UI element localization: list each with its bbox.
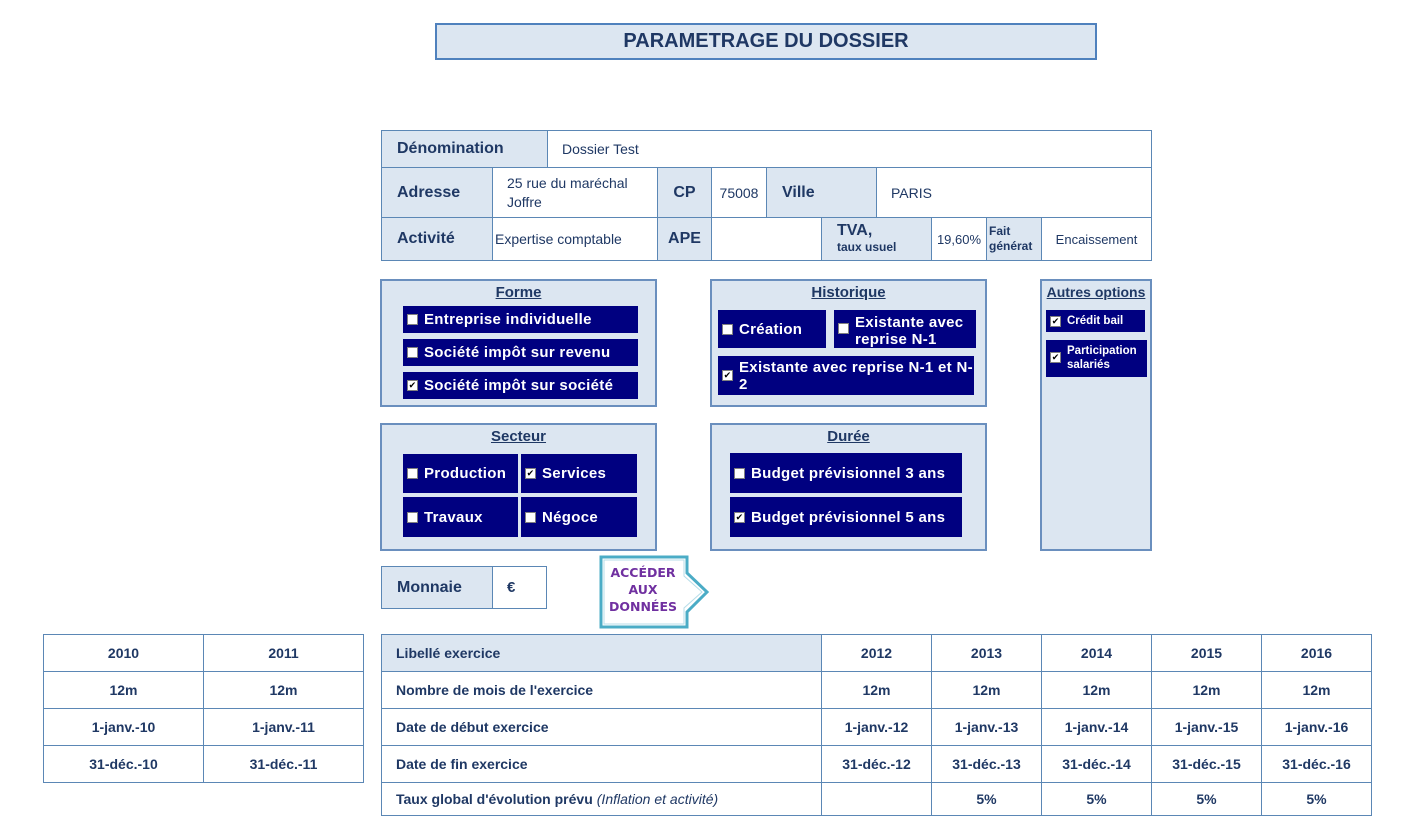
checkbox-icon[interactable] (525, 512, 536, 523)
forme-option-entreprise-individuelle[interactable] (403, 306, 638, 333)
checkbox-icon[interactable] (722, 324, 733, 335)
exercise-months-cell[interactable]: 12m (931, 671, 1042, 709)
denomination-field[interactable]: Dossier Test (547, 130, 1152, 168)
ville-label: Ville (766, 167, 877, 218)
option-label: Services (542, 465, 607, 482)
option-label: Crédit bail (1067, 315, 1124, 327)
tva-label-sub: taux usuel (837, 240, 897, 254)
checkbox-icon[interactable] (407, 512, 418, 523)
option-label: Budget prévisionnel 3 ans (751, 464, 946, 482)
checkbox-checked-icon[interactable] (1050, 352, 1061, 363)
checkbox-checked-icon[interactable] (1050, 316, 1061, 327)
adresse-field[interactable] (492, 167, 658, 218)
history-year-2011: 2011 (203, 634, 364, 672)
autres-options-title: Autres options (1046, 284, 1146, 300)
monnaie-field[interactable]: € (492, 566, 547, 609)
duree-option-5-ans[interactable] (730, 497, 962, 537)
checkbox-checked-icon[interactable] (734, 512, 745, 523)
libelle-exercice-label: Libellé exercice (381, 634, 822, 672)
taux-label-main: Taux global d'évolution prévu (396, 791, 593, 807)
checkbox-icon[interactable] (734, 468, 745, 479)
ape-field[interactable] (711, 217, 822, 261)
page-title: PARAMETRAGE DU DOSSIER (435, 23, 1097, 60)
option-label: Participation salariés (1067, 345, 1137, 371)
exercise-start-cell[interactable]: 1-janv.-15 (1151, 708, 1262, 746)
history-year-2010: 2010 (43, 634, 204, 672)
exercise-year-cell: 2016 (1261, 634, 1372, 672)
secteur-option-travaux[interactable] (403, 497, 518, 537)
exercise-end-cell[interactable]: 31-déc.-15 (1151, 745, 1262, 783)
acceder-button-label: ACCÉDER AUX DONNÉES (608, 565, 677, 614)
fait-label-line-2: générat (989, 239, 1033, 253)
acceder-aux-donnees-button[interactable] (599, 555, 711, 630)
forme-option-societe-ir[interactable] (403, 339, 638, 366)
exercise-year-cell: 2013 (931, 634, 1042, 672)
option-label: Société impôt sur revenu (424, 344, 611, 361)
autres-option-credit-bail[interactable] (1046, 310, 1145, 332)
exercise-months-cell[interactable]: 12m (1261, 671, 1372, 709)
denomination-label: Dénomination (381, 130, 548, 168)
fait-generateur-label (986, 217, 1042, 261)
ape-label: APE (657, 217, 712, 261)
autres-option-participation[interactable] (1046, 340, 1147, 377)
duree-option-3-ans[interactable] (730, 453, 962, 493)
history-start-cell[interactable]: 1-janv.-10 (43, 708, 204, 746)
exercise-taux-cell[interactable]: 5% (1041, 782, 1152, 816)
monnaie-label: Monnaie (381, 566, 493, 609)
forme-title: Forme (495, 284, 542, 301)
exercise-months-cell[interactable]: 12m (1151, 671, 1262, 709)
exercise-year-cell: 2012 (821, 634, 932, 672)
ville-field[interactable]: PARIS (876, 167, 1152, 218)
exercise-start-cell[interactable]: 1-janv.-12 (821, 708, 932, 746)
exercise-end-cell[interactable]: 31-déc.-13 (931, 745, 1042, 783)
date-debut-label: Date de début exercice (381, 708, 822, 746)
option-label: Création (739, 320, 803, 338)
option-label: Négoce (542, 508, 598, 526)
exercise-end-cell[interactable]: 31-déc.-14 (1041, 745, 1152, 783)
exercise-taux-cell[interactable]: 5% (1151, 782, 1262, 816)
tva-label (821, 217, 932, 261)
tva-field[interactable]: 19,60% (931, 217, 987, 261)
activite-label: Activité (381, 217, 493, 261)
adresse-line-1: 25 rue du maréchal (507, 174, 628, 191)
checkbox-icon[interactable] (407, 468, 418, 479)
historique-option-reprise-n1-n2[interactable] (718, 356, 974, 395)
exercise-start-cell[interactable]: 1-janv.-13 (931, 708, 1042, 746)
cp-label: CP (657, 167, 712, 218)
cp-field[interactable]: 75008 (711, 167, 767, 218)
option-label: Budget prévisionnel 5 ans (751, 508, 946, 526)
option-label: Travaux (424, 508, 483, 526)
secteur-option-services[interactable] (521, 454, 637, 493)
exercise-end-cell[interactable]: 31-déc.-16 (1261, 745, 1372, 783)
duree-title: Durée (827, 428, 870, 445)
option-label: Entreprise individuelle (424, 311, 592, 328)
adresse-label: Adresse (381, 167, 493, 218)
fait-label-line-1: Fait (989, 224, 1011, 238)
checkbox-checked-icon[interactable] (525, 468, 536, 479)
exercise-taux-cell[interactable]: 5% (1261, 782, 1372, 816)
history-months-cell[interactable]: 12m (203, 671, 364, 709)
activite-field[interactable]: Expertise comptable (492, 217, 658, 261)
exercise-start-cell[interactable]: 1-janv.-14 (1041, 708, 1152, 746)
secteur-option-production[interactable] (403, 454, 518, 493)
history-months-cell[interactable]: 12m (43, 671, 204, 709)
nombre-mois-label: Nombre de mois de l'exercice (381, 671, 822, 709)
exercise-year-cell: 2014 (1041, 634, 1152, 672)
exercise-taux-cell[interactable] (821, 782, 932, 816)
checkbox-icon[interactable] (407, 314, 418, 325)
checkbox-checked-icon[interactable] (407, 380, 418, 391)
secteur-option-negoce[interactable] (521, 497, 637, 537)
checkbox-checked-icon[interactable] (722, 370, 733, 381)
fait-generateur-field[interactable]: Encaissement (1041, 217, 1152, 261)
exercise-taux-cell[interactable]: 5% (931, 782, 1042, 816)
historique-option-reprise-n1[interactable] (834, 310, 976, 348)
option-label: Existante avec reprise N-1 (855, 314, 964, 348)
taux-label-note: (Inflation et activité) (596, 791, 719, 807)
historique-option-creation[interactable] (718, 310, 826, 348)
history-end-cell[interactable]: 31-déc.-10 (43, 745, 204, 783)
exercise-months-cell[interactable]: 12m (821, 671, 932, 709)
tva-label-main: TVA, (837, 222, 873, 239)
adresse-line-2: Joffre (507, 193, 542, 210)
exercise-end-cell[interactable]: 31-déc.-12 (821, 745, 932, 783)
exercise-months-cell[interactable]: 12m (1041, 671, 1152, 709)
historique-title: Historique (811, 284, 886, 301)
secteur-title: Secteur (490, 428, 547, 445)
taux-evolution-label (381, 782, 822, 816)
date-fin-label: Date de fin exercice (381, 745, 822, 783)
exercise-start-cell[interactable]: 1-janv.-16 (1261, 708, 1372, 746)
option-label: Existante avec reprise N-1 et N-2 (739, 359, 973, 393)
forme-option-societe-is[interactable] (403, 372, 638, 399)
history-end-cell[interactable]: 31-déc.-11 (203, 745, 364, 783)
exercise-year-cell: 2015 (1151, 634, 1262, 672)
option-label: Production (424, 465, 507, 482)
checkbox-icon[interactable] (407, 347, 418, 358)
checkbox-icon[interactable] (838, 323, 849, 334)
history-start-cell[interactable]: 1-janv.-11 (203, 708, 364, 746)
option-label: Société impôt sur société (424, 377, 614, 394)
